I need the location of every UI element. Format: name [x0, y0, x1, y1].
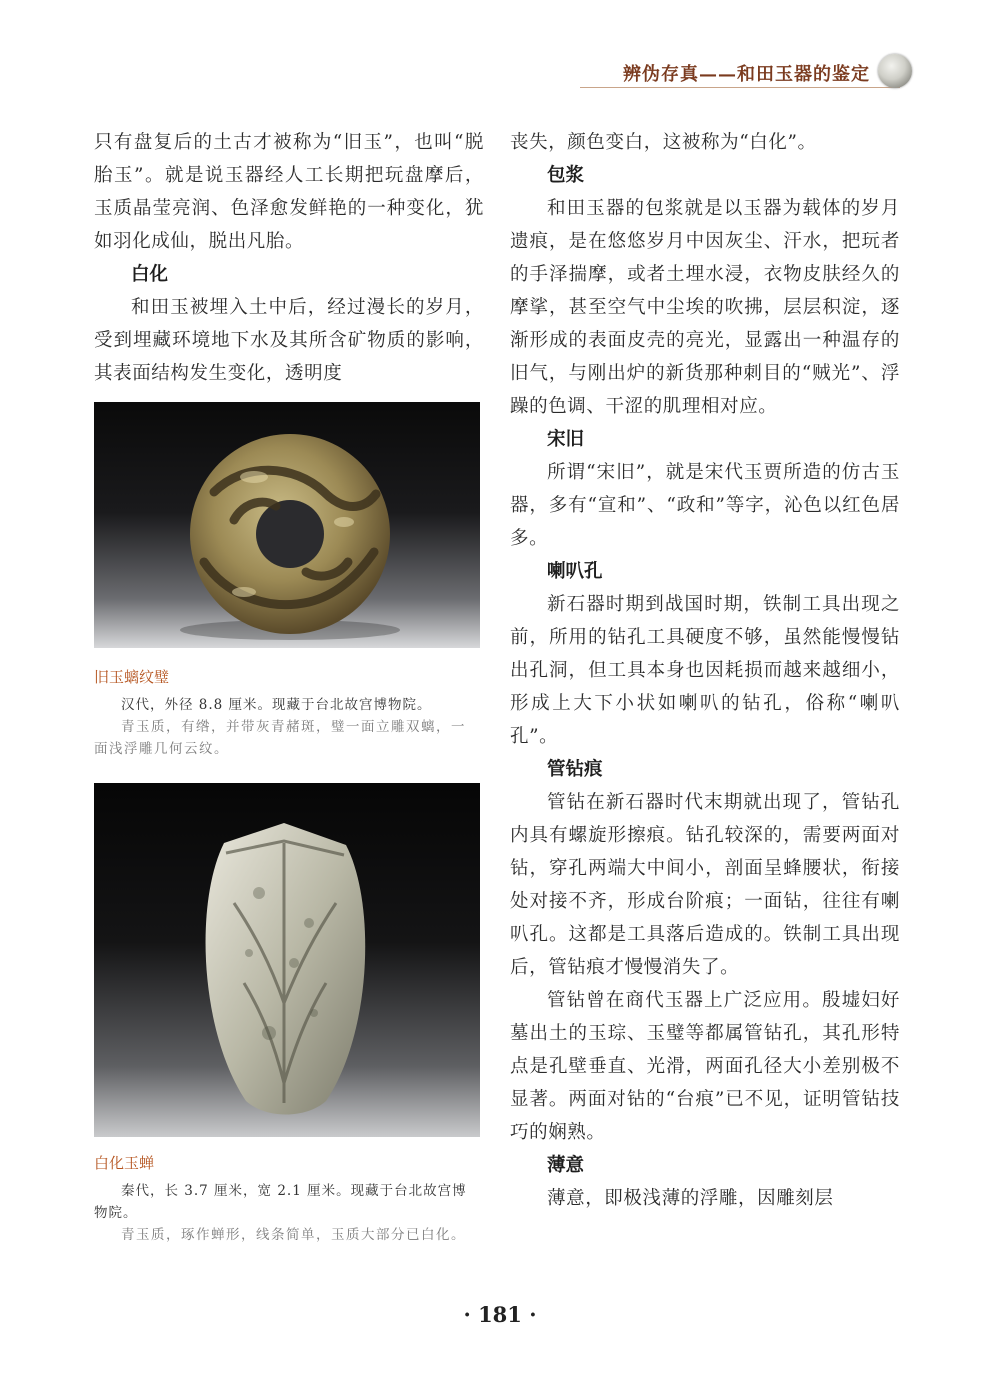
left-paragraph: 只有盘复后的土古才被称为“旧玉”，也叫“脱胎玉”。就是说玉器经人工长期把玩盘摩后，玉质晶莹亮润、色泽愈发鲜艳的一种变化，犹如羽化成仙，脱出凡胎。 [94, 132, 484, 252]
running-header [580, 54, 980, 90]
section-text-labakong: 新石器时期到战国时期，铁制工具出现之前，所用的钻孔工具硬度不够，虽然能慢慢钻出孔洞，但工具本身也因耗损而越来越细小，形成上大下小状如喇叭的钻孔，俗称“喇叭孔”。 [510, 594, 900, 747]
continuation-paragraph: 丧失，颜色变白，这被称为“白化”。 [510, 132, 817, 153]
caption-description: 青玉质，有绺，并带灰青赭斑，璧一面立雕双螭，一面浅浮雕几何云纹。 [94, 719, 466, 757]
section-text-songjiu: 所谓“宋旧”，就是宋代玉贾所造的仿古玉器，多有“宣和”、“政和”等字，沁色以红色居多。 [510, 462, 900, 549]
header-rule [580, 87, 900, 88]
page-number: · 181 · [463, 1302, 537, 1327]
caption-title: 白化玉蝉 [94, 1154, 155, 1172]
caption-meta: 汉代，外径 8.8 厘米。现藏于台北故宫博物院。 [121, 697, 432, 713]
section-text-baihua: 和田玉被埋入土中后，经过漫长的岁月，受到埋藏环境地下水及其所含矿物质的影响，其表面结构发生变化，透明度 [94, 297, 484, 384]
section-heading-baojiang: 包浆 [547, 165, 585, 186]
section-text-guanzuanhen-2: 管钻曾在商代玉器上广泛应用。殷墟妇好墓出土的玉琮、玉璧等都属管钻孔，其孔形特点是孔壁垂直、光滑，两面孔径大小差别极不显著。两面对钻的“台痕”已不见，证明管钻技巧的娴熟。 [510, 990, 900, 1143]
jade-bi-illustration [94, 402, 480, 648]
section-heading-songjiu: 宋旧 [547, 429, 585, 450]
section-text-baojiang: 和田玉器的包浆就是以玉器为载体的岁月遗痕，是在悠悠岁月中因灰尘、汗水，把玩者的手泽揣摩，或者土埋水浸，衣物皮肤经久的摩挲，甚至空气中尘埃的吹拂，层层积淀，逐渐形成的表面皮壳的亮光，显露出一种温存的旧气，与刚出炉的新货那种刺目的“贼光”、浮躁的色调、干涩的肌理相对应。 [510, 198, 900, 417]
chapter-title: 辨伪存真——和田玉器的鉴定 [623, 64, 870, 85]
caption-title: 旧玉螭纹璧 [94, 668, 170, 686]
jade-cicada-illustration [94, 783, 480, 1137]
jade-disc-icon [878, 54, 912, 88]
caption-description: 青玉质，琢作蝉形，线条简单，玉质大部分已白化。 [121, 1227, 466, 1243]
section-heading-labakong: 喇叭孔 [547, 561, 603, 582]
section-heading-baihua: 白化 [131, 264, 169, 285]
section-heading-guanzuanhen: 管钻痕 [547, 759, 603, 780]
left-column [94, 126, 484, 390]
section-text-boyi: 薄意，即极浅薄的浮雕，因雕刻层 [547, 1188, 834, 1209]
section-heading-boyi: 薄意 [547, 1155, 585, 1176]
jade-bi-photo [94, 402, 480, 648]
figure-caption-cicada [94, 1152, 480, 1246]
section-text-guanzuanhen-1: 管钻在新石器时代末期就出现了，管钻孔内具有螺旋形擦痕。钻孔较深的，需要两面对钻，穿孔两端大中间小，剖面呈蜂腰状，衔接处对接不齐，形成台阶痕；一面钻，往往有喇叭孔。这都是工具落后造成的。铁制工具出现后，管钻痕才慢慢消失了。 [510, 792, 900, 978]
figure-caption-bi [94, 666, 480, 760]
caption-meta: 秦代，长 3.7 厘米，宽 2.1 厘米。现藏于台北故宫博物院。 [94, 1183, 467, 1221]
jade-cicada-photo [94, 783, 480, 1137]
right-column [510, 126, 900, 1215]
